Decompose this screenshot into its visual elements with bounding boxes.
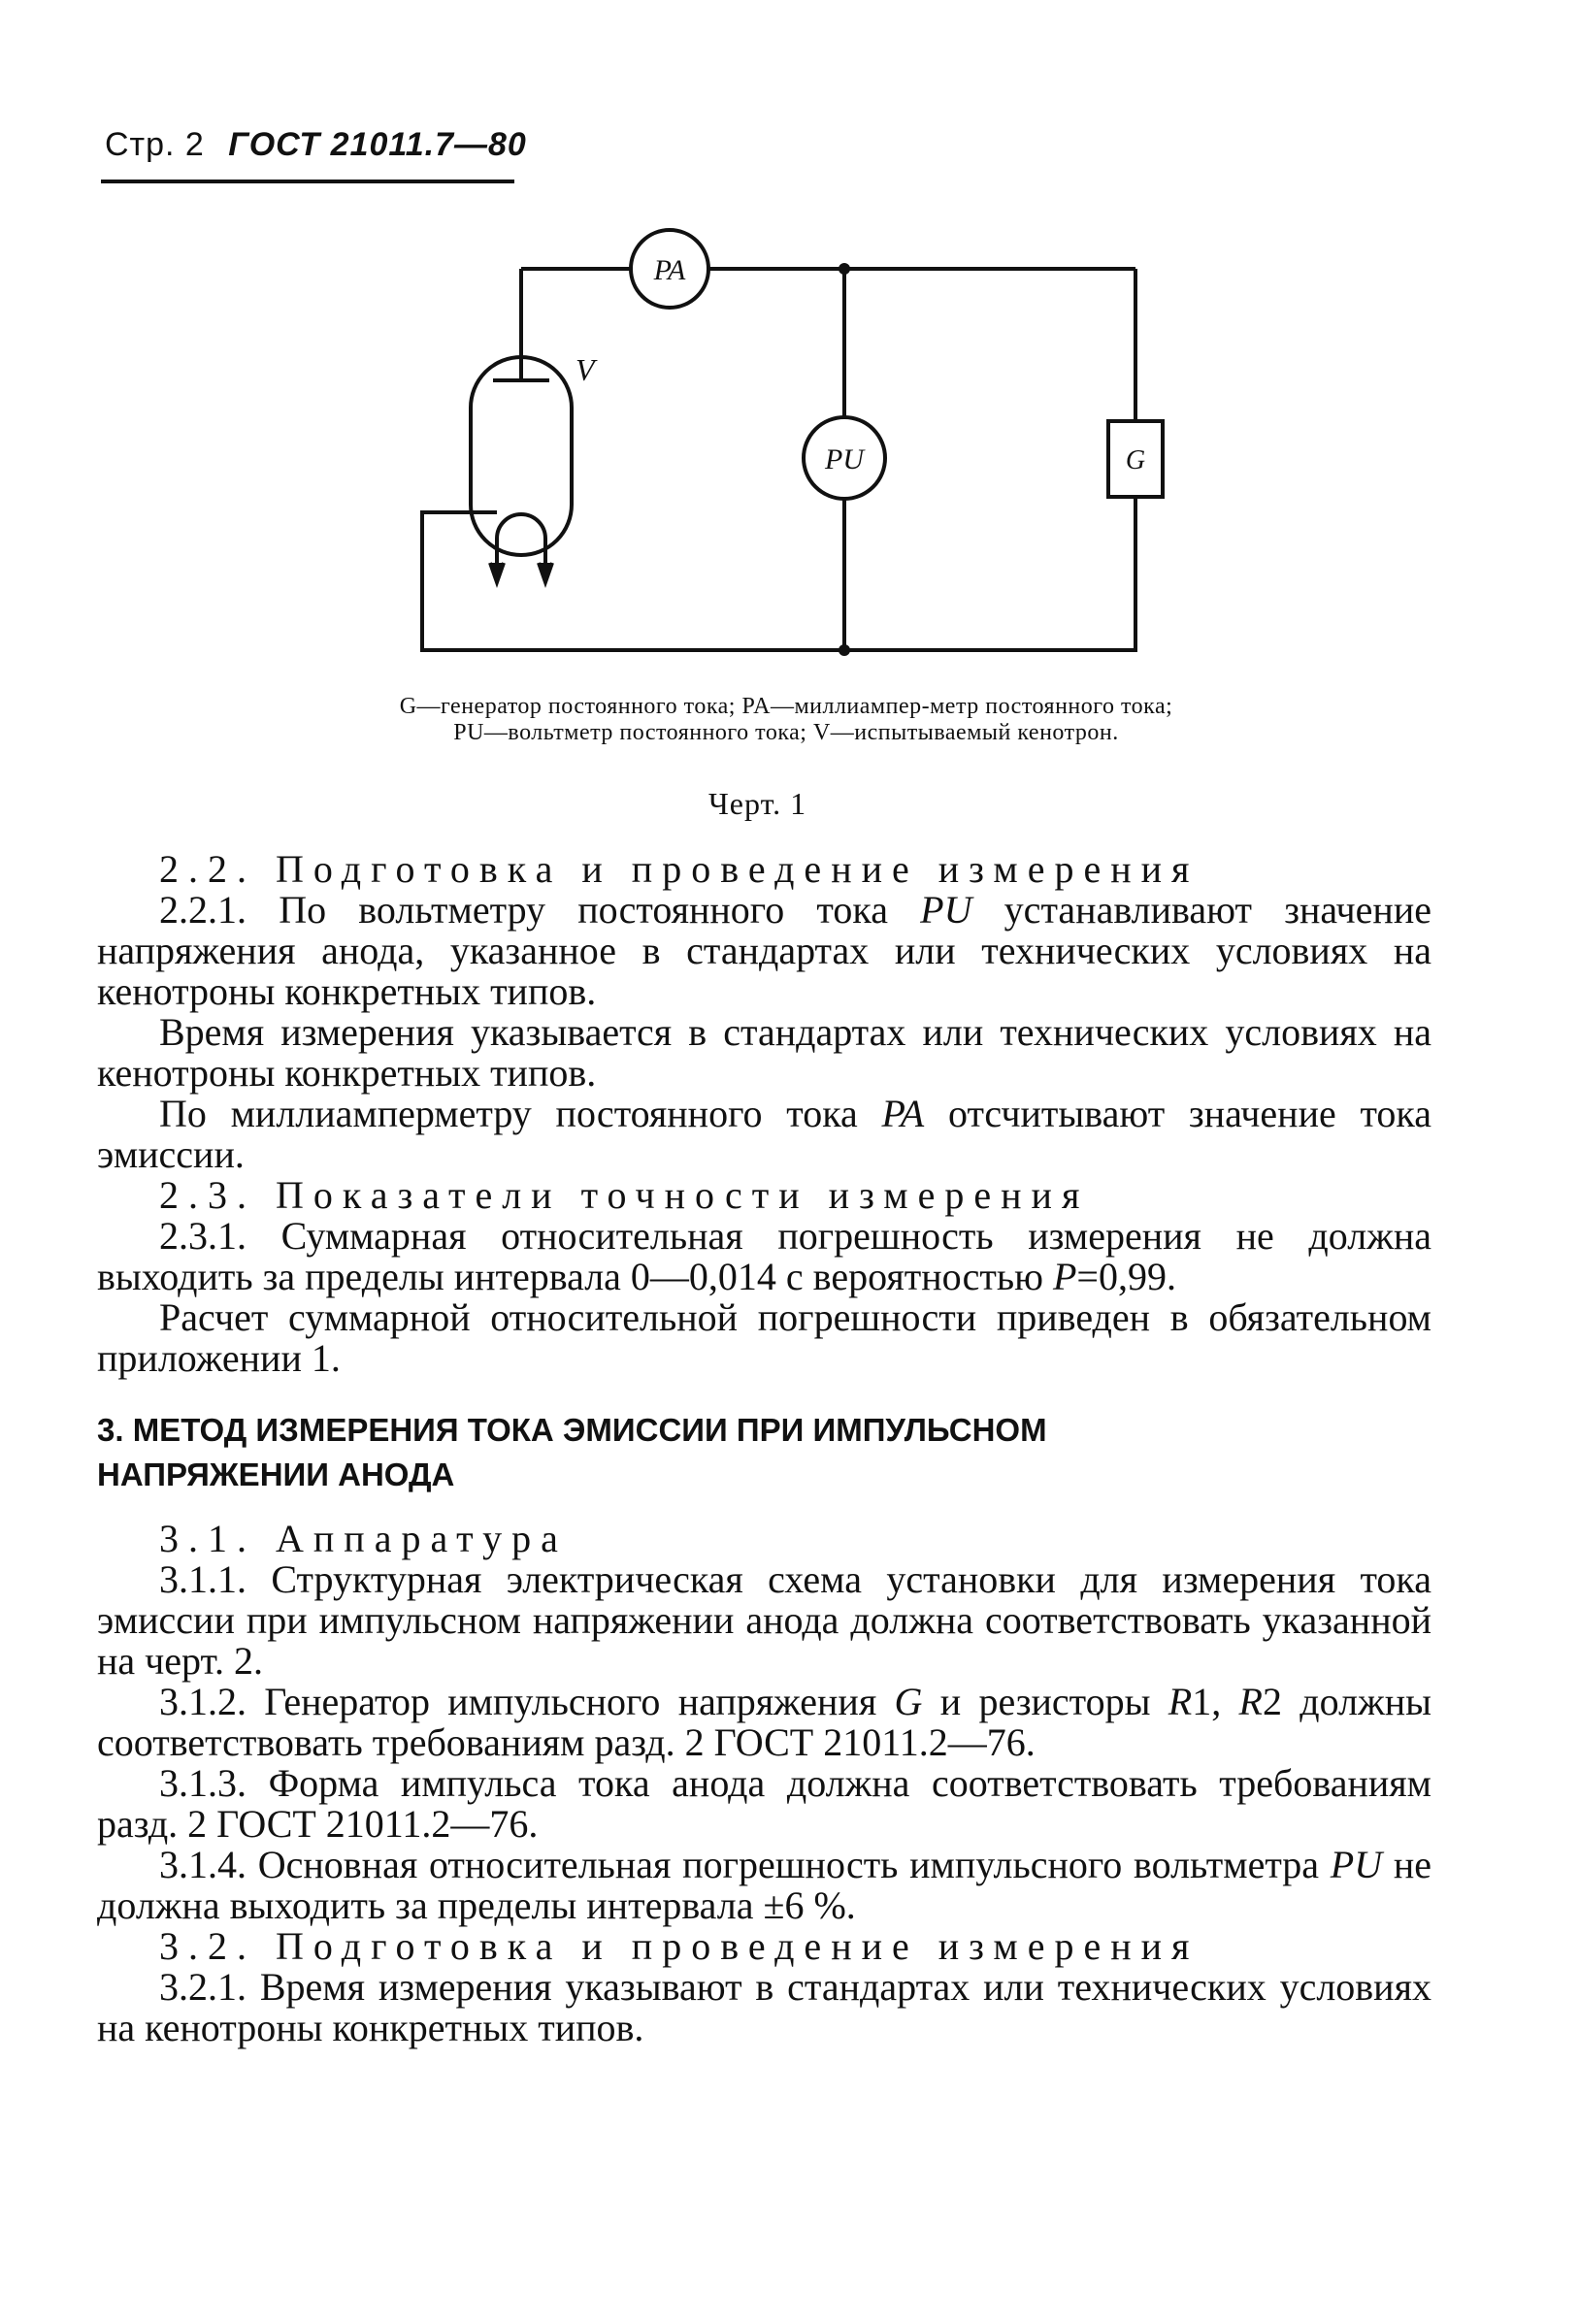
- voltmeter-pu: [804, 417, 885, 499]
- page-header: [105, 126, 527, 164]
- clause-2-3: 2.3. Показатели точности измерения: [159, 1173, 1090, 1217]
- standard-code: ГОСТ 21011.7—80: [228, 126, 527, 163]
- kenotron-tube-v: [471, 335, 598, 582]
- figure-title: Черт. 1: [708, 786, 807, 821]
- document-body: [97, 849, 1431, 2048]
- header-rule: [101, 180, 514, 183]
- v-label: V: [576, 352, 595, 387]
- circuit-diagram: [388, 223, 1165, 679]
- pu-label: PU: [825, 443, 864, 475]
- generator-g: [1108, 421, 1163, 497]
- clause-2-2-1: 2.2.1. По вольтметру постоянного тока PU устанавливают значение напряжения анода, указанное в стандартах или технических условиях на кенотроны конкретных типов.: [97, 888, 1431, 1013]
- figure-caption: G—генератор постоянного тока; PA—миллиампер-метр постоянного тока; PU—вольтметр постоянного тока; V—испытываемый кенотрон.: [399, 694, 1173, 745]
- paragraph-emission-reading: По миллиамперметру постоянного тока PA отсчитывают значение тока эмиссии.: [97, 1092, 1431, 1176]
- pa-label: PA: [653, 254, 686, 286]
- milliammeter-pa: [631, 230, 708, 308]
- clause-3-2: 3.2. Подготовка и проведение измерения: [159, 1924, 1200, 1968]
- clause-3-1-4: 3.1.4. Основная относительная погрешность импульсного вольтметра PU не должна выходить за пределы интервала ±6 %.: [97, 1843, 1431, 1927]
- clause-3-1-2: 3.1.2. Генератор импульсного напряжения G и резисторы R1, R2 должны соответствовать требованиям разд. 2 ГОСТ 21011.2—76.: [97, 1680, 1431, 1764]
- clause-3-1: 3.1. Аппаратура: [159, 1517, 568, 1560]
- clause-3-2-1: 3.2.1. Время измерения указывают в стандартах или технических условиях на кенотроны конкретных типов.: [97, 1965, 1431, 2049]
- section-3-title: 3. МЕТОД ИЗМЕРЕНИЯ ТОКА ЭМИССИИ ПРИ ИМПУЛЬСНОМ НАПРЯЖЕНИИ АНОДА: [97, 1412, 1047, 1492]
- clause-3-1-1: 3.1.1. Структурная электрическая схема установки для измерения тока эмиссии при импульсном напряжении анода должна соответствовать указанной на черт. 2.: [97, 1557, 1431, 1683]
- clause-2-3-1: 2.3.1. Суммарная относительная погрешность измерения не должна выходить за пределы интервала 0—0,014 с вероятностью P=0,99.: [97, 1214, 1431, 1298]
- page-number: Стр. 2: [105, 126, 205, 163]
- g-label: G: [1125, 445, 1146, 475]
- clause-3-1-3: 3.1.3. Форма импульса тока анода должна соответствовать требованиям разд. 2 ГОСТ 21011.2—76.: [97, 1761, 1431, 1846]
- paragraph-error-appendix: Расчет суммарной относительной погрешности приведен в обязательном приложении 1.: [97, 1295, 1431, 1380]
- clause-2-2: 2.2. Подготовка и проведение измерения: [159, 847, 1200, 891]
- paragraph-measure-time: Время измерения указывается в стандартах или технических условиях на кенотроны конкретных типов.: [97, 1010, 1431, 1095]
